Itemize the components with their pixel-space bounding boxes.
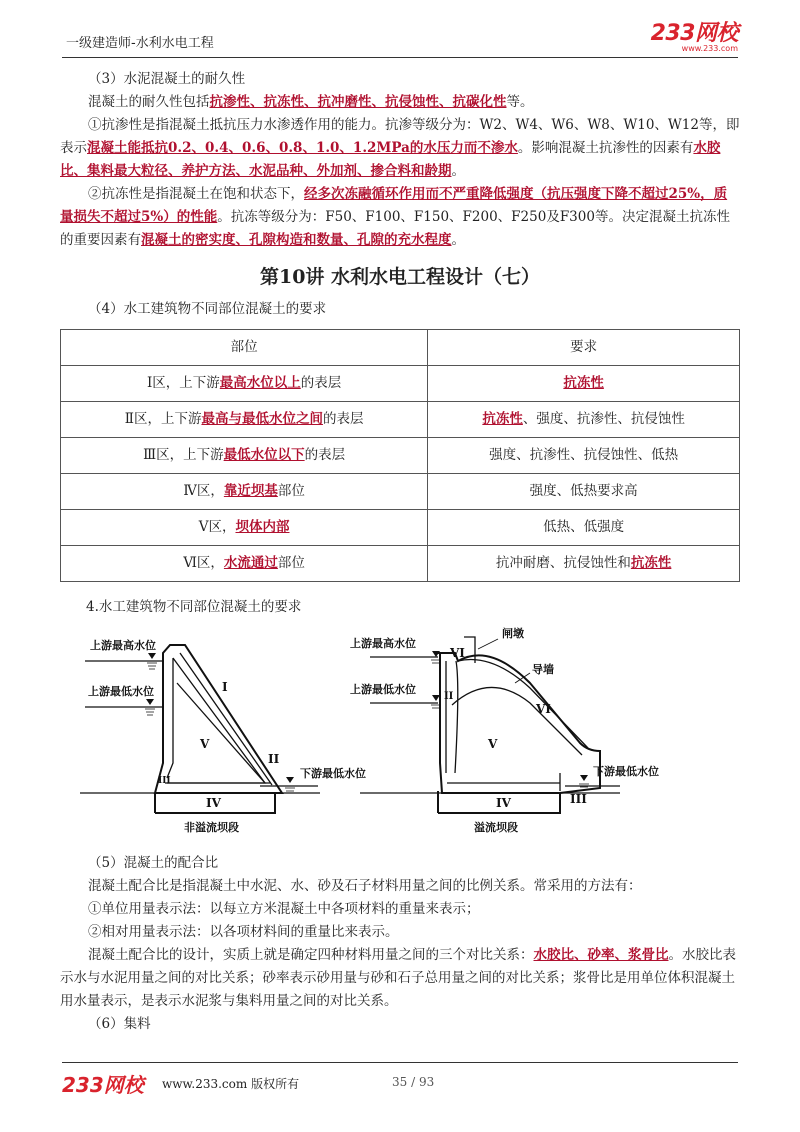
zone-VI-slope: VI bbox=[536, 702, 551, 716]
cell-text: 的表层 bbox=[322, 411, 364, 427]
cell-location bbox=[61, 546, 428, 582]
page-number: 35 / 93 bbox=[392, 1075, 435, 1089]
cell-text: 强度、抗渗性、抗侵蚀性、低热 bbox=[489, 447, 679, 463]
table-header-row bbox=[61, 330, 740, 366]
cell-text: Ⅱ区，上下游 bbox=[124, 411, 202, 427]
logo-url: www.233.com bbox=[681, 44, 738, 53]
cell-text: 强度、低热要求高 bbox=[529, 483, 638, 499]
s3-para-2: ①抗渗性是指混凝土抵抗压力水渗透作用的能力。抗渗等级分为：W2、W4、W6、W8、W10、W12等，即表示混凝土能抵抗0.2、0.4、0.6、0.8、1.0、1.2MPa的水压力而不渗水。影响混凝土抗渗性的因素有水胶比、集料最大粒径、养护方法、水泥品种、外加剂、掺合料和龄期。 bbox=[60, 117, 740, 179]
cell-text: 抗冲耐磨、抗侵蚀性和 bbox=[495, 555, 631, 571]
highlight: 混凝土的密实度、孔隙构造和数量、孔隙的充水程度 bbox=[141, 232, 452, 248]
logo-text: 233网校 bbox=[650, 21, 738, 46]
highlight: 靠近坝基 bbox=[223, 483, 278, 499]
s6-heading: （6）集料 bbox=[88, 1016, 151, 1032]
cell-requirement bbox=[428, 402, 740, 438]
zone-IV: IV bbox=[206, 796, 221, 810]
cell-location bbox=[61, 510, 428, 546]
label-upstream-high: 上游最高水位 bbox=[90, 639, 156, 652]
dam-zones-diagram bbox=[60, 623, 740, 838]
highlight: 抗冻性 bbox=[482, 411, 523, 427]
s5-para-3: ②相对用量表示法：以各项材料间的重量比来表示。 bbox=[88, 924, 399, 940]
cell-location bbox=[61, 474, 428, 510]
cell-location bbox=[61, 366, 428, 402]
column-header-location: 部位 bbox=[61, 330, 428, 366]
page-footer bbox=[62, 1062, 738, 1102]
highlight: 坝体内部 bbox=[235, 519, 290, 535]
zone-I: I bbox=[222, 680, 228, 694]
s4-heading: （4）水工建筑物不同部位混凝土的要求 bbox=[88, 301, 327, 317]
label-upstream-low: 上游最低水位 bbox=[88, 685, 154, 698]
requirements-table bbox=[60, 329, 740, 582]
zone-V: V bbox=[488, 737, 498, 751]
table-row bbox=[61, 474, 740, 510]
cell-text: Ⅵ区， bbox=[183, 555, 224, 571]
cell-location bbox=[61, 438, 428, 474]
s3-para-1: 混凝土的耐久性包括抗渗性、抗冻性、抗冲磨性、抗侵蚀性、抗碳化性等。 bbox=[88, 94, 534, 110]
cell-text: 、强度、抗渗性、抗侵蚀性 bbox=[522, 411, 685, 427]
highlight: 经多次冻融循环作用而不严重降低强度（抗压强度下降不超过25%，质量损失不超过5%）的性能 bbox=[60, 186, 728, 225]
table-row bbox=[61, 402, 740, 438]
figure-caption: 4.水工建筑物不同部位混凝土的要求 bbox=[86, 599, 302, 615]
overflow-dam-section bbox=[360, 637, 620, 813]
cell-text: 的表层 bbox=[304, 447, 346, 463]
s5-heading: （5）混凝土的配合比 bbox=[88, 855, 219, 871]
s3-heading: （3）水泥混凝土的耐久性 bbox=[88, 71, 246, 87]
label-pier: 闸墩 bbox=[502, 627, 524, 640]
highlight: 抗渗性、抗冻性、抗冲磨性、抗侵蚀性、抗碳化性 bbox=[209, 94, 507, 110]
zone-II: II bbox=[268, 752, 280, 766]
cell-text: 部位 bbox=[277, 555, 305, 571]
non-overflow-dam-section bbox=[80, 645, 320, 813]
footer-logo: 233网校 bbox=[62, 1073, 144, 1097]
cell-requirement bbox=[428, 366, 740, 402]
cell-location bbox=[61, 402, 428, 438]
cell-requirement bbox=[428, 474, 740, 510]
label-downstream-low: 下游最低水位 bbox=[593, 765, 659, 778]
s3-para-3: ②抗冻性是指混凝土在饱和状态下，经多次冻融循环作用而不严重降低强度（抗压强度下降不超过25%，质量损失不超过5%）的性能。抗冻等级分为：F50、F100、F150、F200、F250及F300等。决定混凝土抗冻性的重要因素有混凝土的密实度、孔隙构造和数量、孔隙的充水程度。 bbox=[60, 186, 730, 248]
brand-logo bbox=[651, 16, 738, 53]
section-title: 第10讲 水利水电工程设计（七） bbox=[259, 266, 541, 288]
header-title: 一级建造师-水利水电工程 bbox=[66, 36, 214, 51]
highlight: 抗冻性 bbox=[630, 555, 672, 571]
cell-text: Ⅲ区，上下游 bbox=[143, 447, 224, 463]
s5-para-1: 混凝土配合比是指混凝土中水泥、水、砂及石子材料用量之间的比例关系。常采用的方法有： bbox=[88, 878, 642, 894]
zone-III: III bbox=[570, 792, 587, 806]
non-overflow-labels bbox=[88, 638, 366, 834]
highlight: 混凝土能抵抗0.2、0.4、0.6、0.8、1.0、1.2MPa的水压力而不渗水 bbox=[87, 140, 518, 156]
table-row bbox=[61, 438, 740, 474]
zone-IV: IV bbox=[496, 796, 511, 810]
footer-url: www.233.com 版权所有 bbox=[162, 1077, 300, 1091]
zone-VI-top: VI bbox=[450, 646, 465, 660]
cell-text: 部位 bbox=[277, 483, 305, 499]
zone-II: II bbox=[444, 691, 454, 702]
document-body bbox=[60, 68, 740, 1036]
table-row bbox=[61, 366, 740, 402]
table-row bbox=[61, 546, 740, 582]
cell-requirement bbox=[428, 546, 740, 582]
label-upstream-low: 上游最低水位 bbox=[350, 683, 416, 696]
label-upstream-high: 上游最高水位 bbox=[350, 637, 416, 650]
label-guide-wall: 导墙 bbox=[532, 663, 554, 676]
cell-text: 的表层 bbox=[300, 375, 342, 391]
title-overflow: 溢流坝段 bbox=[474, 821, 518, 834]
highlight: 水流通过 bbox=[223, 555, 278, 571]
highlight: 最高水位以上 bbox=[219, 375, 301, 391]
zone-III: III bbox=[158, 776, 171, 786]
highlight: 水胶比、砂率、浆骨比 bbox=[533, 947, 669, 963]
highlight: 抗冻性 bbox=[563, 375, 604, 391]
cell-requirement bbox=[428, 438, 740, 474]
table-row bbox=[61, 510, 740, 546]
title-non-overflow: 非溢流坝段 bbox=[184, 821, 239, 834]
page-header bbox=[62, 14, 738, 58]
highlight: 最高与最低水位之间 bbox=[201, 411, 323, 427]
s5-para-2: ①单位用量表示法：以每立方米混凝土中各项材料的重量来表示； bbox=[88, 901, 480, 917]
highlight: 最低水位以下 bbox=[223, 447, 305, 463]
cell-text: 低热、低强度 bbox=[543, 519, 625, 535]
cell-text: Ⅴ区， bbox=[198, 519, 236, 535]
cell-text: Ⅳ区， bbox=[183, 483, 224, 499]
s5-para-4: 混凝土配合比的设计，实质上就是确定四种材料用量之间的三个对比关系：水胶比、砂率、浆骨比。水胶比表示水与水泥用量之间的对比关系；砂率表示砂用量与砂和石子总用量之间的对比关系；浆骨比是用单位体积混凝土用水量表示，是表示水泥浆与集料用量之间的对比关系。 bbox=[60, 947, 736, 1009]
cell-text: Ⅰ区，上下游 bbox=[146, 375, 220, 391]
cell-requirement bbox=[428, 510, 740, 546]
column-header-requirement: 要求 bbox=[428, 330, 740, 366]
highlight: 水胶比、集料最大粒径、养护方法、水泥品种、外加剂、掺合料和龄期 bbox=[60, 140, 721, 179]
label-downstream-low: 下游最低水位 bbox=[300, 767, 366, 780]
zone-V: V bbox=[200, 737, 210, 751]
